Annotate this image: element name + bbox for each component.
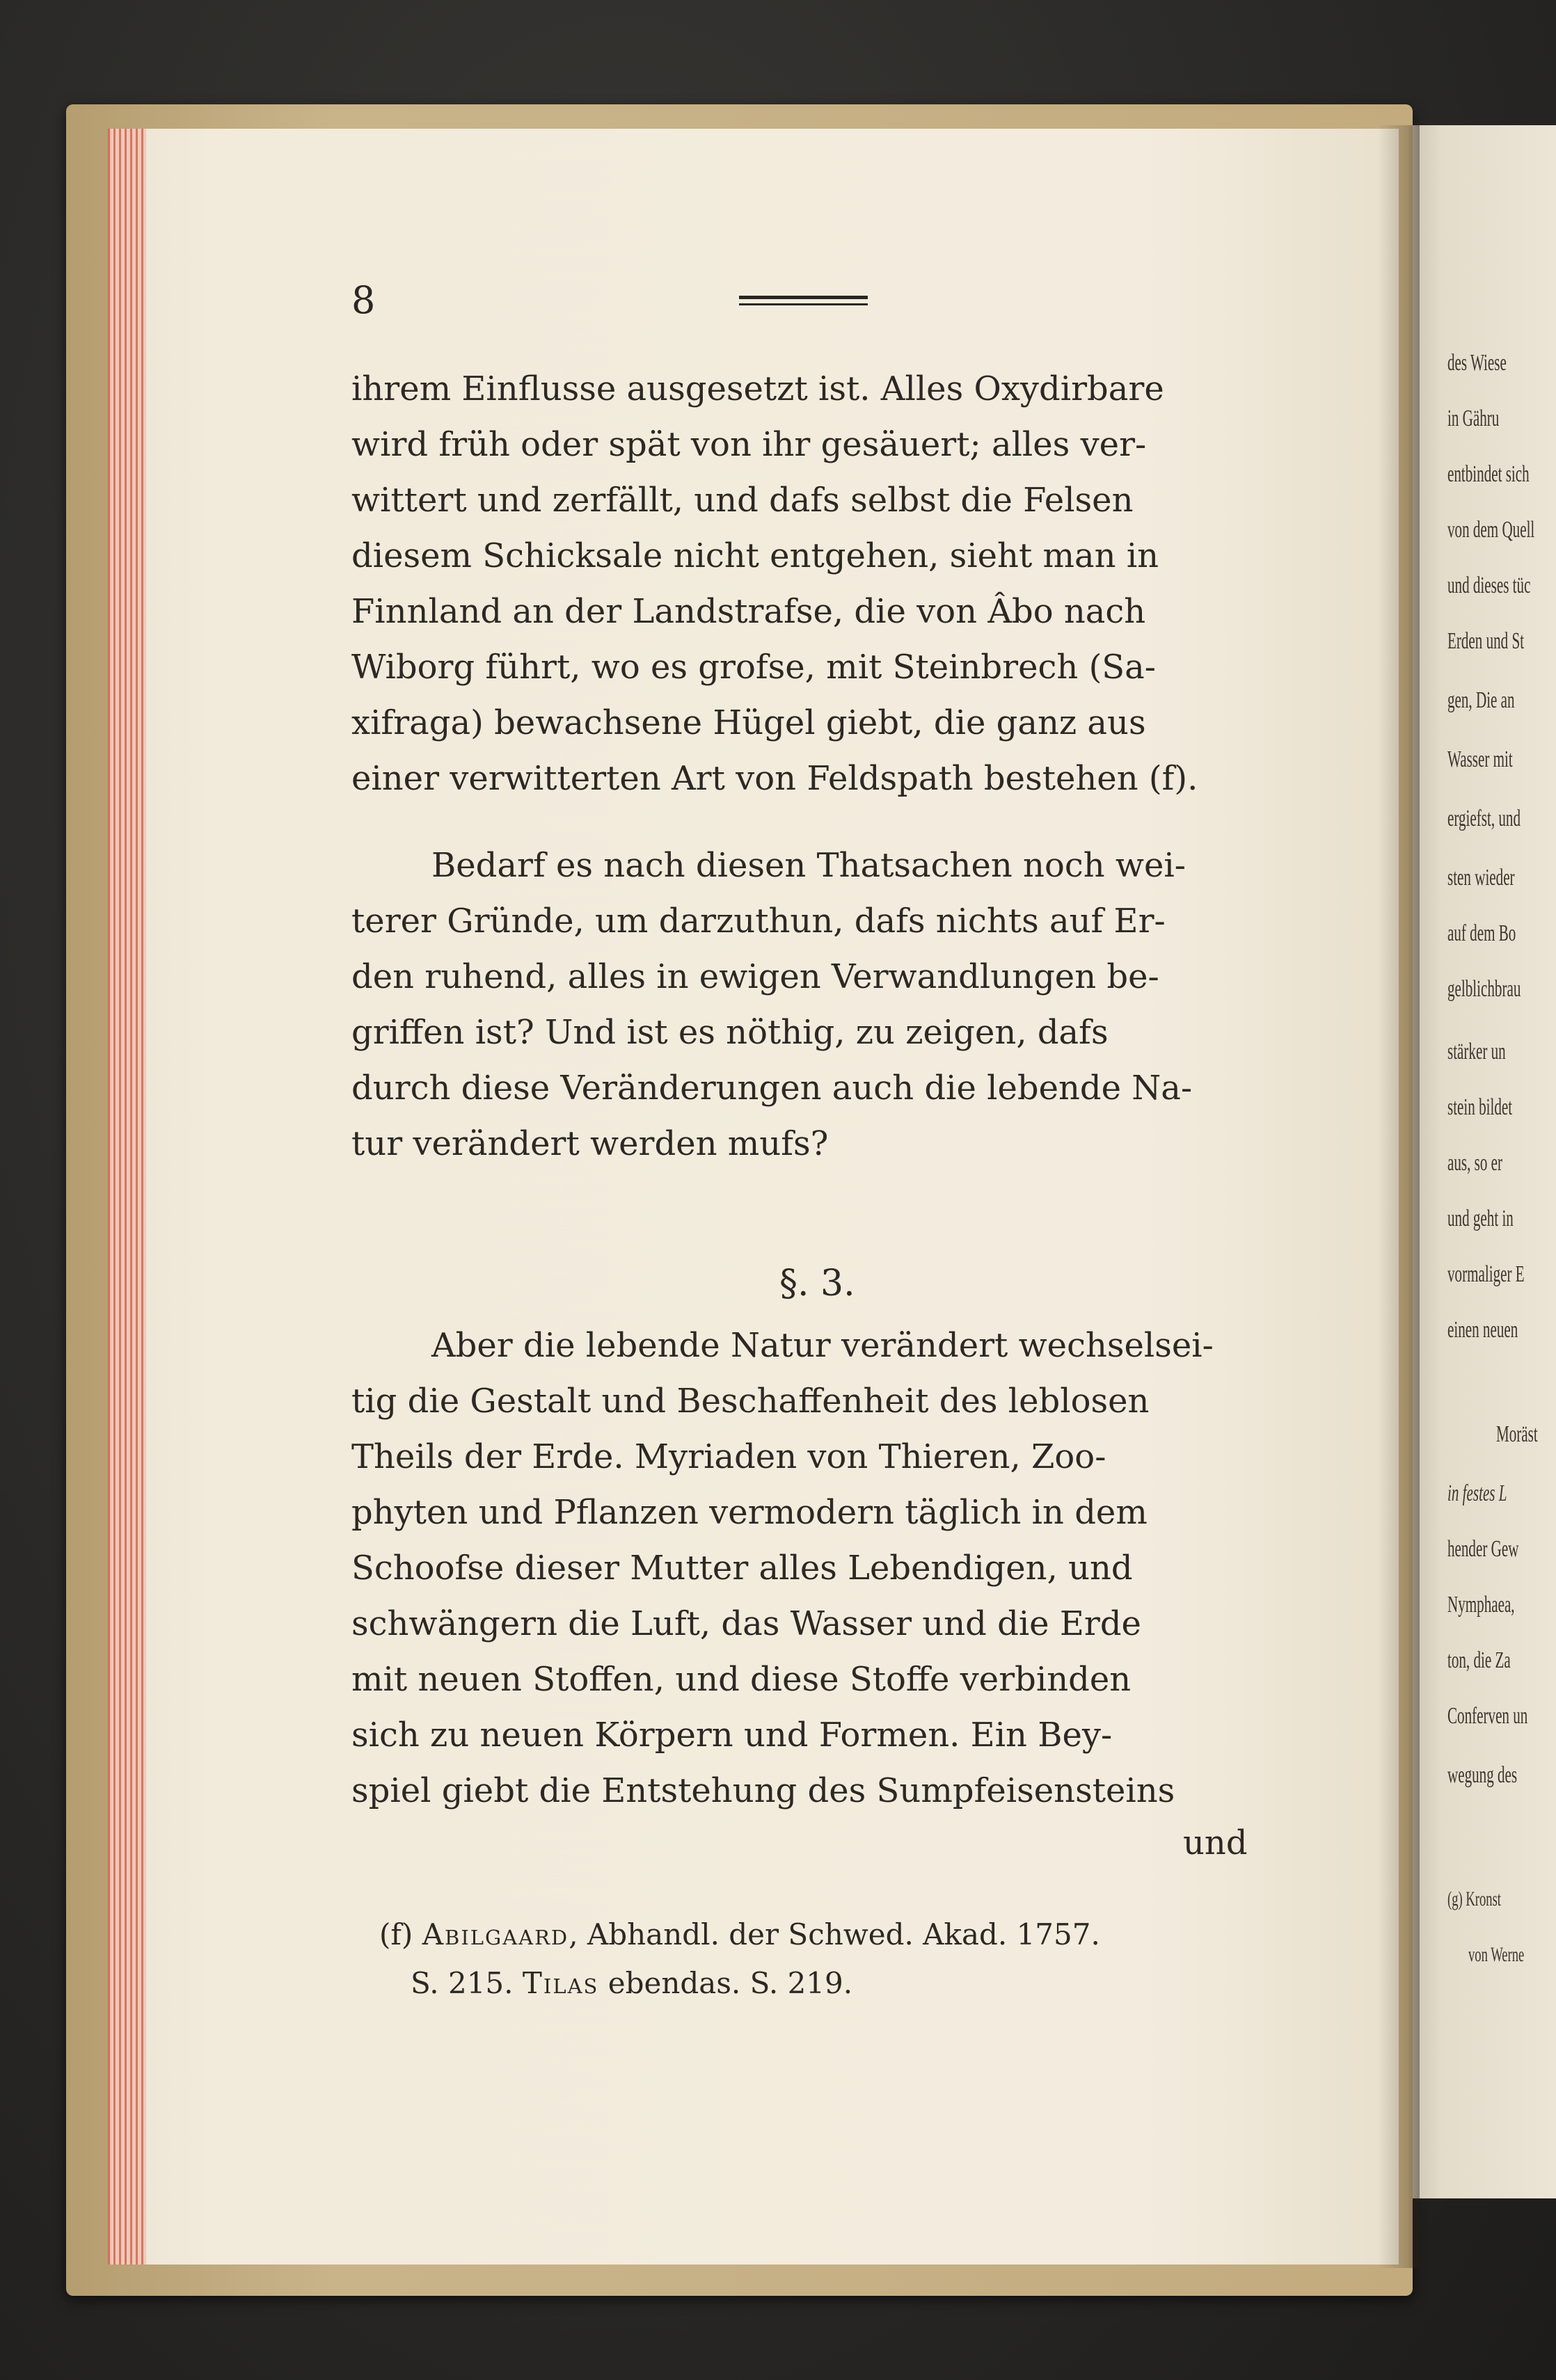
text-line: Theils der Erde. Myriaden von Thieren, Zoo- — [351, 1437, 1106, 1476]
footnote-text: S. 215. — [411, 1966, 514, 2000]
text-line: sich zu neuen Körpern und Formen. Ein Bey- — [351, 1716, 1113, 1755]
gutter-shadow — [1378, 125, 1420, 2268]
text-line: tur verändert werden mufs? — [351, 1124, 829, 1163]
facing-line: stein bildet — [1447, 1094, 1513, 1120]
facing-line: und dieses tüc — [1447, 573, 1531, 598]
footnote-text: , Abhandl. der Schwed. Akad. 1757. — [569, 1917, 1100, 1951]
text-line: mit neuen Stoffen, und diese Stoffe verbinden — [351, 1660, 1132, 1699]
facing-line: stärker un — [1447, 1039, 1506, 1064]
facing-line: von dem Quell — [1447, 517, 1535, 543]
facing-line: Conferven un — [1447, 1703, 1528, 1729]
facing-line: auf dem Bo — [1447, 920, 1516, 946]
text-line: den ruhend, alles in ewigen Verwandlungen be- — [351, 957, 1159, 996]
facing-line: in festes L — [1447, 1480, 1507, 1506]
section-heading: §. 3. — [779, 1263, 855, 1304]
facing-line: Erden und St — [1447, 628, 1525, 654]
facing-line: einen neuen — [1447, 1317, 1518, 1343]
facing-line: ergiefst, und — [1447, 806, 1521, 831]
text-line: einer verwitterten Art von Feldspath bestehen (f). — [351, 759, 1198, 798]
text-line: spiel giebt die Entstehung des Sumpfeisensteins — [351, 1771, 1175, 1810]
header-rule — [739, 296, 868, 305]
text-line: phyten und Pflanzen vermodern täglich in dem — [351, 1493, 1148, 1532]
facing-line: gen, Die an — [1447, 687, 1515, 713]
text-line: diesem Schicksale nicht entgehen, sieht man in — [351, 536, 1159, 575]
footnote-text: ebendas. S. 219. — [608, 1966, 853, 2000]
footnote-line — [379, 1917, 1100, 1951]
footnote-line — [411, 1966, 853, 2000]
text-line: Wiborg führt, wo es grofse, mit Steinbrech (Sa- — [351, 648, 1157, 687]
facing-line: ton, die Za — [1447, 1647, 1511, 1673]
text-line: Finnland an der Landstrafse, die von Âbo nach — [351, 592, 1146, 631]
facing-line: aus, so er — [1447, 1150, 1503, 1176]
footnote-marker: (f) — [379, 1917, 413, 1951]
facing-line: und geht in — [1447, 1206, 1514, 1231]
text-line: Aber die lebende Natur verändert wechselsei- — [431, 1326, 1214, 1365]
text-line: durch diese Veränderungen auch die lebende Na- — [351, 1069, 1193, 1108]
text-line: griffen ist? Und ist es nöthig, zu zeigen, dafs — [351, 1013, 1109, 1052]
catchword: und — [1183, 1823, 1248, 1862]
facing-line: sten wieder — [1447, 865, 1515, 890]
facing-line: hender Gew — [1447, 1536, 1519, 1562]
facing-line: in Gähru — [1447, 406, 1500, 431]
footnote-author: Tilas — [522, 1966, 599, 2000]
facing-line: Nymphaea, — [1447, 1592, 1515, 1618]
facing-line: (g) Kronst — [1447, 1887, 1501, 1910]
page-number: 8 — [351, 278, 376, 322]
text-line: terer Gründe, um darzuthun, dafs nichts auf Er- — [351, 902, 1166, 941]
text-line: wittert und zerfällt, und dafs selbst die Felsen — [351, 481, 1134, 520]
facing-line: von Werne — [1468, 1943, 1525, 1966]
red-page-edges — [108, 129, 146, 2265]
text-line: schwängern die Luft, das Wasser und die Erde — [351, 1604, 1141, 1643]
facing-line: wegung des — [1447, 1762, 1518, 1788]
facing-line: Wasser mit — [1447, 746, 1513, 772]
text-line: wird früh oder spät von ihr gesäuert; alles ver- — [351, 425, 1147, 464]
facing-line: vormaliger E — [1447, 1261, 1525, 1287]
facing-line: des Wiese — [1447, 350, 1507, 376]
facing-line: gelblichbrau — [1447, 976, 1521, 1002]
footnote-author: Abilgaard — [422, 1917, 569, 1951]
facing-line: Moräst — [1496, 1421, 1538, 1447]
facing-line: entbindet sich — [1447, 461, 1530, 487]
text-line: Bedarf es nach diesen Thatsachen noch wei- — [431, 846, 1186, 885]
text-line: tig die Gestalt und Beschaffenheit des leblosen — [351, 1382, 1150, 1421]
text-line: Schoofse dieser Mutter alles Lebendigen, und — [351, 1549, 1133, 1588]
text-line: ihrem Einflusse ausgesetzt ist. Alles Oxydirbare — [351, 369, 1164, 408]
text-line: xifraga) bewachsene Hügel giebt, die ganz aus — [351, 703, 1146, 742]
